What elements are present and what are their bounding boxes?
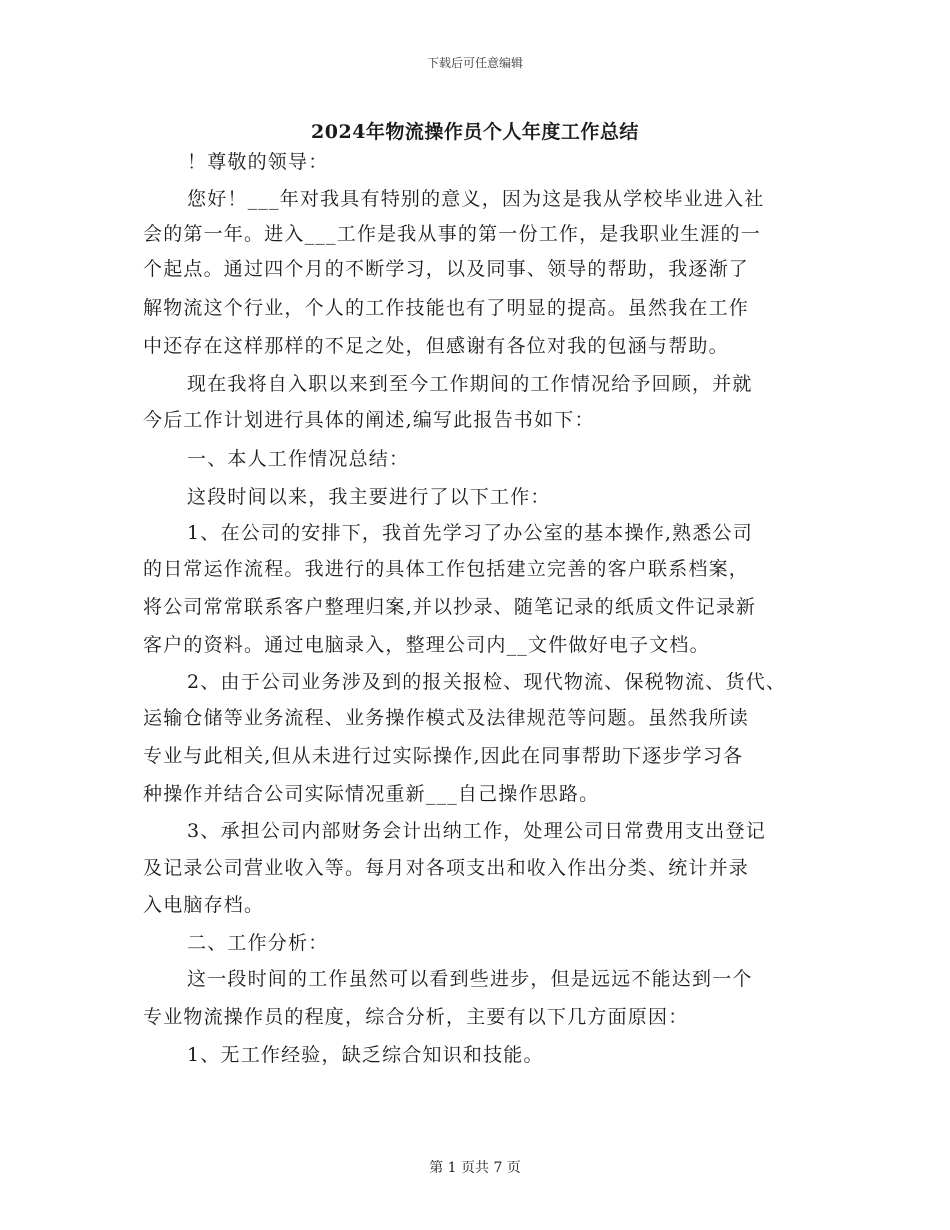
document-title: 2024年物流操作员个人年度工作总结: [311, 121, 639, 143]
list-item: 1、在公司的安排下，我首先学习了办公室的基本操作,熟悉公司: [187, 522, 753, 544]
body-line: 专业与此相关,但从未进行过实际操作,因此在同事帮助下逐步学习各: [143, 745, 744, 767]
body-line: 种操作并结合公司实际情况重新___自己操作思路。: [143, 783, 600, 805]
body-line: 及记录公司营业收入等。每月对各项支出和收入作出分类、统计并录: [143, 857, 750, 879]
body-line: 个起点。通过四个月的不断学习，以及同事、领导的帮助，我逐渐了: [143, 258, 750, 280]
list-item: 2、由于公司业务涉及到的报关报检、现代物流、保税物流、货代、: [187, 671, 787, 693]
section-heading: 二、工作分析：: [187, 932, 329, 954]
body-line: 这段时间以来，我主要进行了以下工作：: [187, 486, 551, 508]
page-footer: 第 1 页共 7 页: [429, 1160, 521, 1176]
body-line: 中还存在这样那样的不足之处，但感谢有各位对我的包涵与帮助。: [143, 335, 729, 357]
body-line: 运输仓储等业务流程、业务操作模式及法律规范等问题。虽然我所读: [143, 707, 750, 729]
body-line: 将公司常常联系客户整理归案,并以抄录、随笔记录的纸质文件记录新: [143, 596, 757, 618]
body-line: 解物流这个行业，个人的工作技能也有了明显的提高。虽然我在工作: [143, 297, 750, 319]
section-heading: 一、本人工作情况总结：: [187, 448, 410, 470]
body-line: 这一段时间的工作虽然可以看到些进步，但是远远不能达到一个: [187, 968, 753, 990]
body-line: 现在我将自入职以来到至今工作期间的工作情况给予回顾，并就: [187, 373, 753, 395]
page-header: 下载后可任意编辑: [426, 56, 523, 70]
body-line: 今后工作计划进行具体的阐述,编写此报告书如下：: [143, 409, 595, 431]
body-line: 入电脑存档。: [143, 894, 265, 916]
list-item: 3、承担公司内部财务会计出纳工作，处理公司日常费用支出登记: [187, 820, 766, 842]
body-line-salutation: ！尊敬的领导：: [187, 151, 329, 173]
body-line: 您好！___年对我具有特别的意义，因为这是我从学校毕业进入社: [187, 188, 765, 210]
body-line: 客户的资料。通过电脑录入，整理公司内__文件做好电子文档。: [143, 634, 710, 656]
body-line: 专业物流操作员的程度，综合分析，主要有以下几方面原因：: [143, 1006, 689, 1028]
body-line: 会的第一年。进入___工作是我从事的第一份工作，是我职业生涯的一: [143, 223, 761, 245]
body-line: 的日常运作流程。我进行的具体工作包括建立完善的客户联系档案，: [143, 558, 750, 580]
list-item: 1、无工作经验，缺乏综合知识和技能。: [187, 1044, 544, 1066]
